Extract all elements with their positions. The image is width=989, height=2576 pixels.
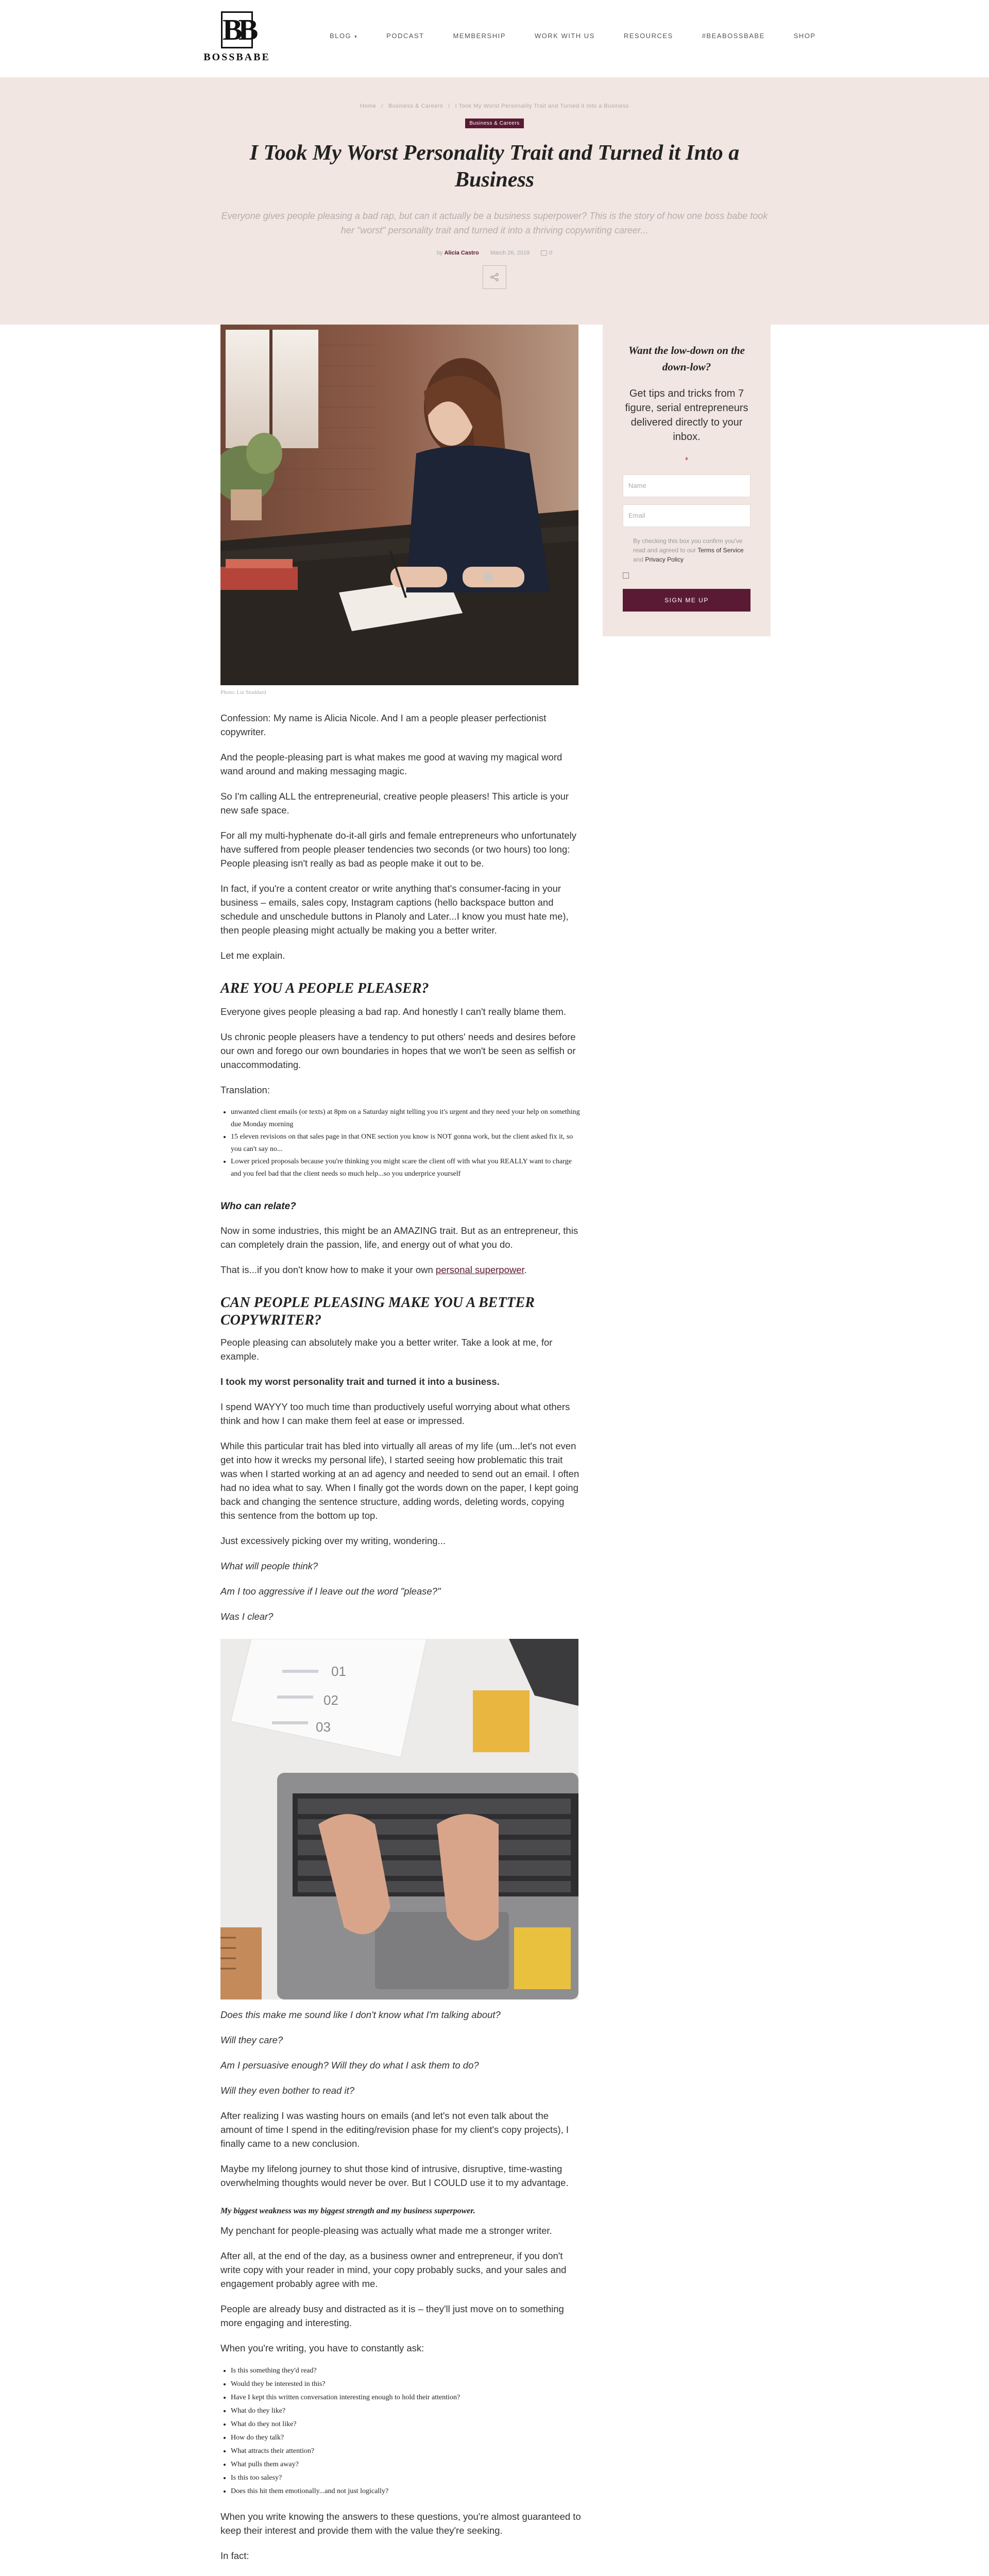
breadcrumb-current: I Took My Worst Personality Trait and Turned it Into a Business [455, 103, 629, 109]
post-meta [0, 250, 989, 256]
paragraph: My penchant for people-pleasing was actually what made me a stronger writer. [220, 2225, 552, 2236]
newsletter-sidebar [603, 325, 771, 636]
paragraph: Everyone gives people pleasing a bad rap. And honestly I can't really blame them. [220, 1006, 566, 1017]
list-item: • Would they be interested in this? [231, 2378, 581, 2391]
nav-podcast[interactable]: PODCAST [386, 32, 424, 40]
author-prefix: by Alicia Castro [436, 250, 479, 256]
translation-list [220, 1106, 581, 1180]
paragraph: I spend WAYYY too much time than productively useful worrying about what others think and how I can make them feel at ease or impressed. [220, 1401, 570, 1426]
paragraph: Us chronic people pleasers have a tendency to put others' needs and desires before our own and forego our own boundaries in hopes that we won't be seen as selfish or unaccommodating. [220, 1031, 576, 1070]
consent-pre: By checking this box you confirm you've read and agreed to our [633, 537, 743, 554]
paragraph: Let me explain. [220, 950, 285, 961]
nav-shop[interactable]: SHOP [793, 32, 816, 40]
list-item: • What attracts their attention? [231, 2445, 581, 2458]
question: Am I too aggressive if I leave out the word "please?" [220, 1586, 441, 1597]
nav-work-with-us[interactable]: WORK WITH US [534, 32, 595, 40]
post-excerpt: Everyone gives people pleasing a bad rap, but can it actually be a business superpower? This is the story of how one boss babe took her "worst" personality trait and turned it into a thriving copywriting career... [221, 211, 768, 235]
sign-me-up-button[interactable]: SIGN ME UP [623, 589, 751, 612]
heading-biggest-weakness: My biggest weakness was my biggest strength and my business superpower. [220, 2207, 475, 2215]
paragraph: Maybe my lifelong journey to shut those kind of intrusive, disruptive, time-wasting overwhelming thoughts would never be over. But I COULD use it to my advantage. [220, 2163, 569, 2188]
nav-resources[interactable]: RESOURCES [623, 32, 673, 40]
svg-text:01: 01 [331, 1664, 346, 1679]
chevron-down-icon: ▾ [354, 34, 358, 39]
question: Was I clear? [220, 1611, 274, 1622]
post-title: I Took My Worst Personality Trait and Turned it Into a Business [249, 141, 740, 192]
list-item: • unwanted client emails (or texts) at 8pm on a Saturday night telling you it's urgent and they need your help on something due Monday morning [231, 1106, 581, 1131]
text: . [524, 1264, 527, 1275]
paragraph: After all, at the end of the day, as a business owner and entrepreneur, if you don't write copy with your reader in mind, your copy probably sucks, and your sales and engagement probably agree with me. [220, 2250, 567, 2289]
paragraph: Confession: My name is Alicia Nicole. And I am a people pleaser perfectionist copywriter. [220, 713, 547, 737]
comment-icon [541, 250, 547, 256]
paragraph: When you write knowing the answers to these questions, you're almost guaranteed to keep their interest and provide them with the value they're seeking. [220, 2511, 581, 2536]
paragraph: When you're writing, you have to constantly ask: [220, 2343, 424, 2353]
comment-count-value: 0 [549, 250, 553, 256]
paragraph: In fact: [220, 2550, 249, 2561]
consent-mid: and [633, 556, 645, 563]
list-item: • How do they talk? [231, 2431, 581, 2445]
sidebar-text: Get tips and tricks from 7 figure, serial entrepreneurs delivered directly to your inbox. [625, 388, 748, 443]
logo-mark: BB [221, 11, 253, 48]
paragraph: And the people-pleasing part is what makes me good at waving my magical word wand around and making messaging magic. [220, 752, 562, 776]
article-body [220, 325, 581, 2576]
list-item: • Does this hit them emotionally...and not just logically? [231, 2485, 581, 2498]
post-hero [0, 77, 989, 325]
share-icon [490, 273, 499, 282]
site-header [0, 0, 989, 77]
paragraph: I took my worst personality trait and turned it into a business. [220, 1376, 500, 1387]
list-item: • What pulls them away? [231, 2458, 581, 2471]
question: Does this make me sound like I don't know what I'm talking about? [220, 2009, 501, 2020]
nav-beabossbabe[interactable]: #BEABOSSBABE [702, 32, 765, 40]
personal-superpower-link[interactable]: personal superpower [435, 1264, 524, 1275]
comment-count[interactable] [541, 250, 552, 256]
name-field[interactable]: Name [623, 474, 751, 497]
text: That is...if you don't know how to make it your own [220, 1264, 436, 1275]
woman-writing-photo [220, 325, 578, 685]
diamond-icon: ♦ [685, 454, 689, 462]
questions-list [220, 2364, 581, 2498]
question: What will people think? [220, 1561, 318, 1571]
list-item: • What do they like? [231, 2404, 581, 2418]
paragraph: After realizing I was wasting hours on emails (and let's not even talk about the amount of time I spend in the editing/revision phase for my client's copy projects), I finally came to a new conclusion. [220, 2110, 569, 2149]
paragraph: Now in some industries, this might be an AMAZING trait. But as an entrepreneur, this can completely drain the passion, life, and energy out of what you do. [220, 1225, 578, 1250]
list-item: • Is this too salesy? [231, 2471, 581, 2485]
paragraph: For all my multi-hyphenate do-it-all girls and female entrepreneurs who unfortunately have suffered from people pleaser tendencies two seconds (or two hours) too long: People pleasing isn't really as bad as people make it out to be. [220, 830, 577, 869]
terms-link[interactable]: Terms of Service [697, 547, 744, 554]
breadcrumb-category[interactable]: Business & Careers [388, 103, 444, 109]
paragraph: Just excessively picking over my writing, wondering... [220, 1535, 446, 1546]
consent-row [623, 536, 751, 579]
breadcrumb-separator: / [381, 103, 383, 109]
heading-better-copywriter: CAN PEOPLE PLEASING MAKE YOU A BETTER COPYWRITER? [220, 1295, 535, 1328]
logo[interactable] [201, 11, 273, 63]
paragraph: People pleasing can absolutely make you a better writer. Take a look at me, for example. [220, 1337, 553, 1362]
breadcrumb-separator: / [448, 103, 450, 109]
list-item: • 15 eleven revisions on that sales page in that ONE section you know is NOT gonna work, but the client asked fix it, so you can't say no... [231, 1131, 581, 1156]
breadcrumb [0, 77, 989, 109]
heading-who-can-relate: Who can relate? [220, 1201, 296, 1212]
nav-membership[interactable]: MEMBERSHIP [453, 32, 506, 40]
privacy-link[interactable]: Privacy Policy [645, 556, 684, 563]
heading-people-pleaser: ARE YOU A PEOPLE PLEASER? [220, 980, 429, 996]
consent-checkbox[interactable] [623, 572, 629, 579]
svg-text:02: 02 [323, 1692, 338, 1708]
svg-text:03: 03 [316, 1719, 331, 1735]
question: Am I persuasive enough? Will they do what I ask them to do? [220, 2060, 479, 2071]
paragraph: So I'm calling ALL the entrepreneurial, creative people pleasers! This article is your new safe space. [220, 791, 569, 816]
photo-credit: Photo: Liz Stoddard [220, 689, 266, 696]
paragraph: People are already busy and distracted as it is – they'll just move on to something more engaging and interesting. [220, 2303, 564, 2328]
list-item: • What do they not like? [231, 2418, 581, 2431]
share-button[interactable] [483, 265, 506, 289]
laptop-desk-photo [220, 1639, 578, 1999]
email-field[interactable]: Email [623, 504, 751, 527]
paragraph: While this particular trait has bled into virtually all areas of my life (um...let's not even get into how it wrecks my personal life), I started seeing how problematic this trait was when I started working at an ad agency and needed to send out an email. I often had no idea what to say. When I finally got the words down on the paper, I kept going back and changing the sentence structure, adding words, deleting words, copying this sentence from the bottom up top. [220, 1440, 579, 1521]
logo-text: BOSSBABE [203, 52, 270, 63]
list-item: • Have I kept this written conversation interesting enough to hold their attention? [231, 2391, 581, 2404]
list-item: • Lower priced proposals because you're thinking you might scare the client off with what you REALLY want to charge and you feel bad that the client needs so much help...so you underprice yourself [231, 1156, 581, 1180]
author-link[interactable]: Alicia Castro [444, 250, 479, 256]
paragraph: In fact, if you're a content creator or write anything that's consumer-facing in your business – emails, sales copy, Instagram captions (hello backspace button and schedule and unschedule buttons in Planoly and Later...I know you must hate me), then people pleasing might actually be making you a better writer. [220, 883, 569, 936]
category-badge[interactable]: Business & Careers [465, 118, 523, 128]
paragraph: Translation: [220, 1084, 270, 1095]
question: Will they care? [220, 2035, 283, 2045]
post-date: March 26, 2019 [490, 250, 530, 256]
paragraph [220, 1263, 581, 1277]
main-nav [330, 32, 845, 40]
nav-blog[interactable] [330, 32, 357, 40]
question: Will they even bother to read it? [220, 2085, 355, 2096]
sidebar-title: Want the low-down on the down-low? [628, 344, 745, 373]
breadcrumb-home[interactable]: Home [360, 103, 377, 109]
nav-label: BLOG [330, 32, 352, 40]
list-item: • Is this something they'd read? [231, 2364, 581, 2378]
consent-text [633, 536, 751, 579]
